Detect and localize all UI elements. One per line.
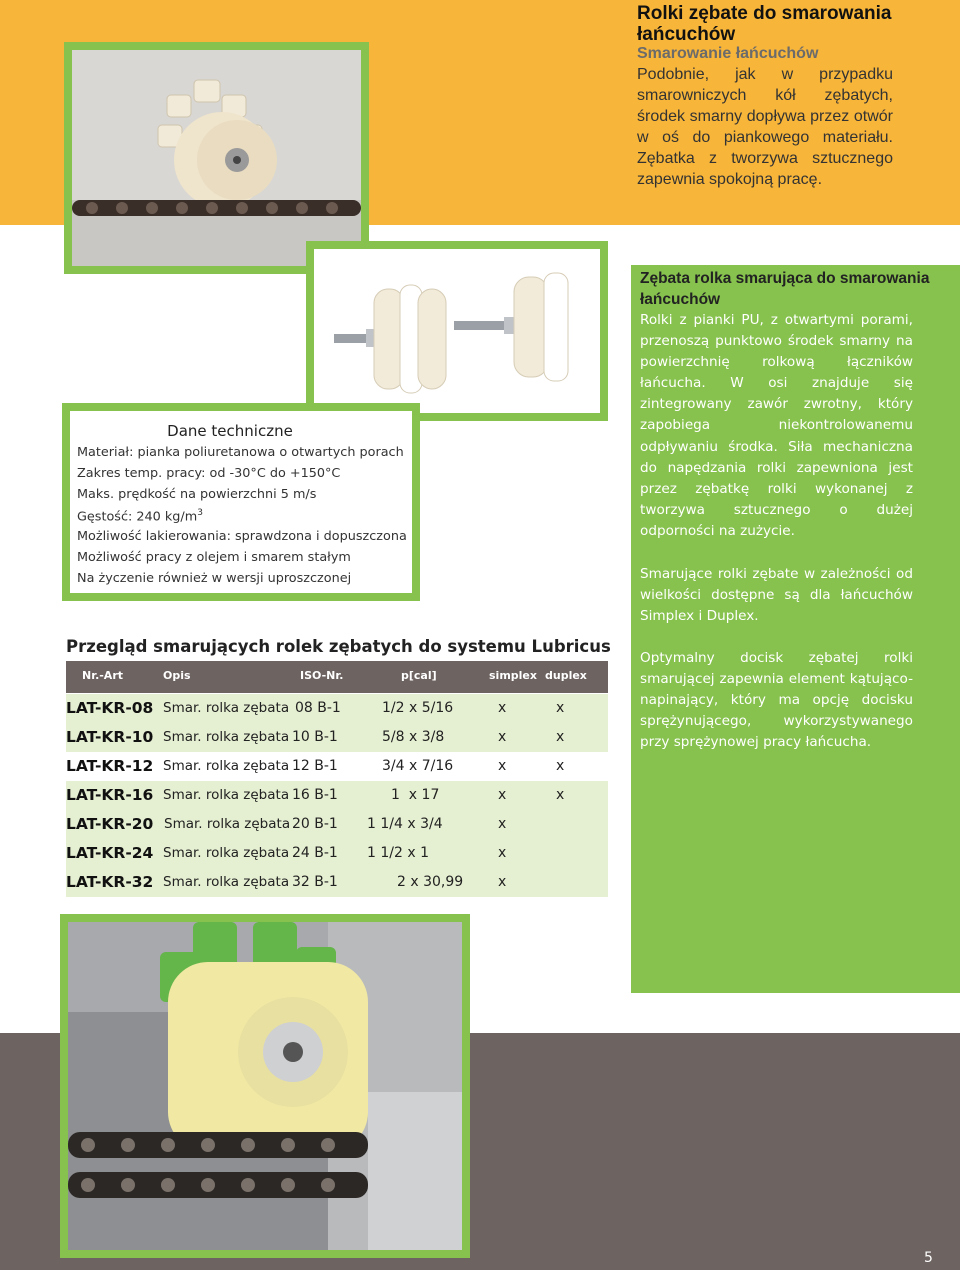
side-paragraph-3: Optymalny docisk zębatej rolki smarującej zapewnia element kątująco-napinający, który ma opcję docisku sprężynującego, wykorzystywanego przy sprężynowej pracy łańcucha. bbox=[640, 650, 913, 751]
table-row bbox=[66, 694, 608, 723]
header-cell-pcal: p[cal] bbox=[401, 669, 437, 682]
cell-iso: 12 B-1 bbox=[292, 758, 338, 774]
density-text: Gęstość: 240 kg/m bbox=[77, 509, 198, 525]
table-row bbox=[66, 752, 608, 781]
cell-simplex: x bbox=[498, 700, 507, 716]
cell-simplex: x bbox=[498, 816, 507, 832]
header-cell-art: Nr.-Art bbox=[82, 669, 124, 682]
cell-pcal: 1/2 x 5/16 bbox=[382, 700, 454, 716]
side-paragraph-2: Smarujące rolki zębate w zależności od wielkości dostępne są dla łańcuchów Simplex i Duplex. bbox=[640, 566, 913, 625]
cell-simplex: x bbox=[498, 758, 507, 774]
cell-duplex: x bbox=[556, 758, 565, 774]
cell-pcal: 1 x 17 bbox=[391, 787, 440, 803]
tech-line: Możliwość lakierowania: sprawdzona i dopuszczona bbox=[77, 529, 407, 544]
table-row bbox=[66, 868, 608, 897]
cell-desc: Smar. rolka zębata bbox=[163, 758, 290, 774]
header-cell-desc: Opis bbox=[163, 669, 191, 682]
cell-desc: Smar. rolka zębata bbox=[163, 874, 290, 890]
cell-art: LAT-KR-12 bbox=[66, 757, 154, 775]
table-row bbox=[66, 810, 608, 839]
cell-iso: 32 B-1 bbox=[292, 874, 338, 890]
tech-line: Możliwość pracy z olejem i smarem stałym bbox=[77, 550, 351, 565]
cell-duplex: x bbox=[556, 700, 565, 716]
table-row bbox=[66, 723, 608, 752]
table-row bbox=[66, 781, 608, 810]
side-heading: Zębata rolka smarująca do smarowania łańcuchów bbox=[640, 270, 930, 308]
cell-desc: Smar. rolka zębata bbox=[163, 845, 290, 861]
table-title: Przegląd smarujących rolek zębatych do systemu Lubricus bbox=[66, 637, 611, 656]
cell-iso: 08 B-1 bbox=[295, 700, 341, 716]
density-superscript: 3 bbox=[197, 508, 203, 518]
table-row bbox=[66, 839, 608, 868]
cell-pcal: 1 1/2 x 1 bbox=[367, 845, 429, 861]
page-subtitle: Smarowanie łańcuchów bbox=[637, 45, 819, 62]
cell-pcal: 2 x 30,99 bbox=[397, 874, 464, 890]
photo-frame-machine bbox=[60, 914, 470, 1258]
side-paragraph-1: Rolki z pianki PU, z otwartymi porami, przenoszą punktowo środek smarny na powierzchnię rolkową łączników łańcucha. W osi znajduje się zintegrowany zawór zwrotny, który zapobiega niekontrolowanemu odpływaniu środka. Siła mechaniczna do napędzania rolki zapewniona jest przez zębatkę rolki wykonanej z tworzywa sztucznego o dużej odporności na zużycie. bbox=[640, 312, 913, 539]
header-cell-duplex: duplex bbox=[545, 669, 587, 682]
cell-desc: Smar. rolka zębata bbox=[163, 729, 290, 745]
header-cell-iso: ISO-Nr. bbox=[300, 669, 344, 682]
machine-roller-photo bbox=[68, 922, 462, 1250]
tech-line: Materiał: pianka poliuretanowa o otwartych porach bbox=[77, 445, 404, 460]
cell-duplex: x bbox=[556, 787, 565, 803]
tech-line: Maks. prędkość na powierzchni 5 m/s bbox=[77, 487, 317, 502]
cell-art: LAT-KR-24 bbox=[66, 844, 154, 862]
cell-art: LAT-KR-16 bbox=[66, 786, 154, 804]
page-number: 5 bbox=[924, 1250, 933, 1266]
header-cell-simplex: simplex bbox=[489, 669, 537, 682]
photo-frame-chain-roller bbox=[64, 42, 369, 274]
cell-simplex: x bbox=[498, 845, 507, 861]
cell-simplex: x bbox=[498, 787, 507, 803]
cell-desc: Smar. rolka zębata bbox=[163, 787, 290, 803]
cell-simplex: x bbox=[498, 874, 507, 890]
chain-roller-photo bbox=[72, 50, 361, 266]
tech-line: Zakres temp. pracy: od -30°C do +150°C bbox=[77, 466, 341, 481]
cell-pcal: 5/8 x 3/8 bbox=[382, 729, 445, 745]
cell-art: LAT-KR-20 bbox=[66, 815, 154, 833]
cell-art: LAT-KR-32 bbox=[66, 873, 154, 891]
tech-line-density bbox=[77, 508, 203, 524]
cell-art: LAT-KR-08 bbox=[66, 699, 154, 717]
two-rollers-photo bbox=[314, 249, 600, 413]
cell-simplex: x bbox=[498, 729, 507, 745]
intro-paragraph: Podobnie, jak w przypadku smarowniczych kół zębatych, środek smarny dopływa przez otwór w oś do piankowego materiału. Zębatka z tworzywa sztucznego zapewnia spokojną pracę. bbox=[637, 66, 893, 188]
page-title: Rolki zębate do smarowania łańcuchów bbox=[637, 3, 892, 45]
cell-iso: 24 B-1 bbox=[292, 845, 338, 861]
tech-line: Na życzenie również w wersji uproszczonej bbox=[77, 571, 352, 586]
cell-art: LAT-KR-10 bbox=[66, 728, 154, 746]
cell-iso: 10 B-1 bbox=[292, 729, 338, 745]
tech-data-title: Dane techniczne bbox=[167, 422, 293, 440]
photo-frame-two-rollers bbox=[306, 241, 608, 421]
cell-iso: 16 B-1 bbox=[292, 787, 338, 803]
cell-pcal: 3/4 x 7/16 bbox=[382, 758, 454, 774]
cell-duplex: x bbox=[556, 729, 565, 745]
cell-desc: Smar. rolka zębata bbox=[164, 816, 291, 832]
cell-pcal: 1 1/4 x 3/4 bbox=[367, 816, 443, 832]
cell-desc: Smar. rolka zębata bbox=[163, 700, 290, 716]
cell-iso: 20 B-1 bbox=[292, 816, 338, 832]
